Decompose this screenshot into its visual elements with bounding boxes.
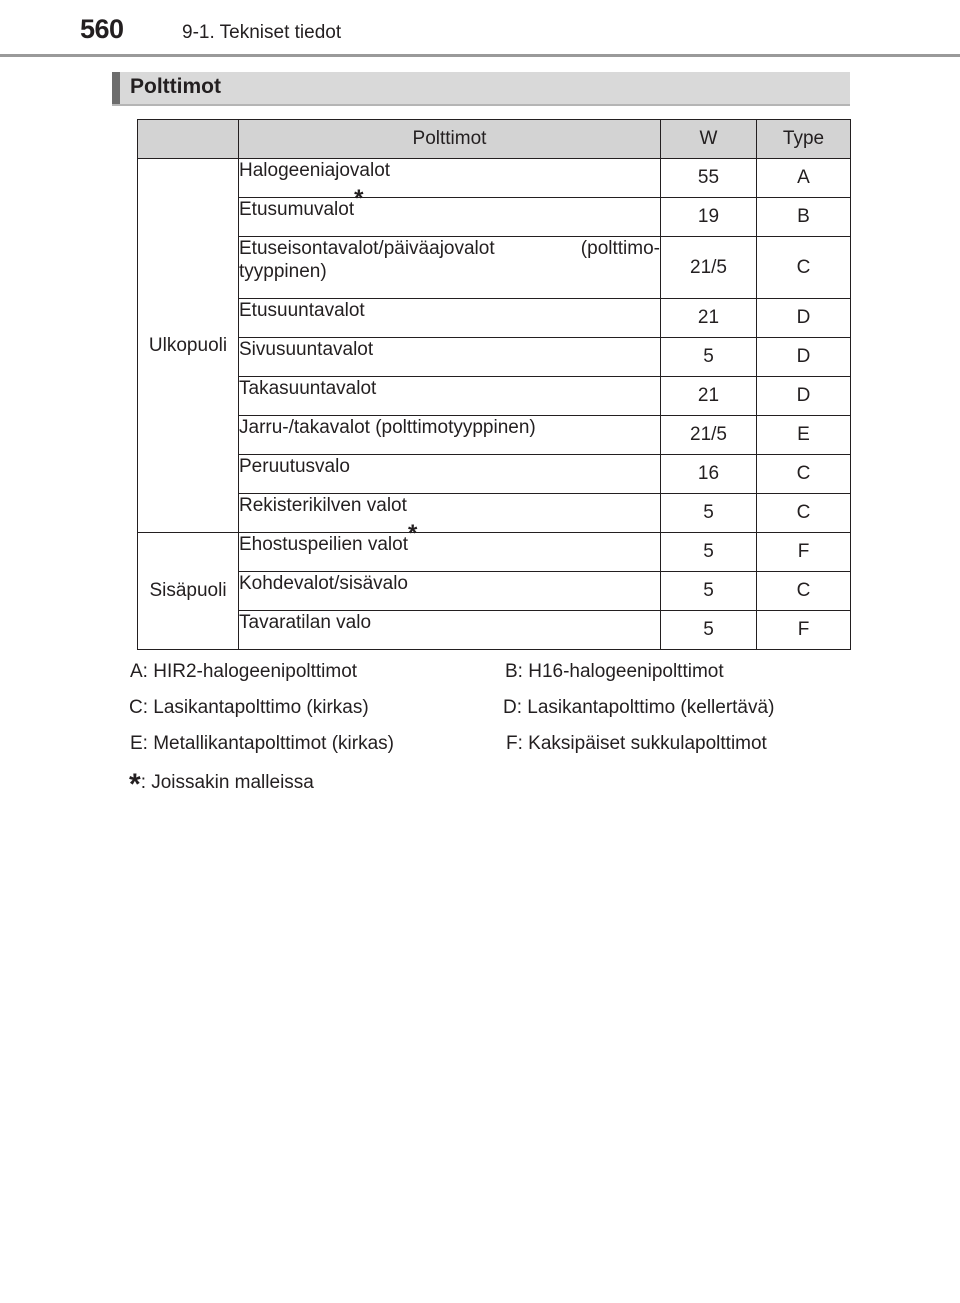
bulb-type: C bbox=[757, 237, 851, 299]
bulb-type: C bbox=[757, 494, 851, 533]
table-header-row bbox=[138, 120, 851, 159]
group-label-interior: Sisäpuoli bbox=[138, 533, 239, 650]
table-row bbox=[138, 159, 851, 198]
legend-b: B: H16-halogeenipolttimot bbox=[505, 661, 724, 682]
bulb-name-cell bbox=[239, 184, 661, 237]
legend-a: A: HIR2-halogeenipolttimot bbox=[130, 661, 358, 682]
table-header-corner bbox=[138, 120, 239, 159]
bulb-name-cell bbox=[239, 519, 661, 572]
bulb-watts: 21 bbox=[661, 377, 757, 416]
footnote-marker: * bbox=[129, 768, 141, 801]
bulb-watts: 21/5 bbox=[661, 237, 757, 299]
footnote-marker: * bbox=[408, 519, 418, 547]
bulb-watts: 5 bbox=[661, 611, 757, 650]
column-header-bulbs: Polttimot bbox=[239, 120, 661, 159]
group-label-exterior: Ulkopuoli bbox=[138, 159, 239, 533]
bulb-name: Tavaratilan valo bbox=[239, 611, 661, 650]
footnote-marker: * bbox=[354, 184, 364, 212]
footnote bbox=[129, 762, 314, 801]
bulb-type: F bbox=[757, 611, 851, 650]
table-row bbox=[138, 377, 851, 416]
bulb-name: Etusumuvalot bbox=[239, 199, 355, 220]
bulb-watts: 21/5 bbox=[661, 416, 757, 455]
bulb-type: A bbox=[757, 159, 851, 198]
bulb-watts: 16 bbox=[661, 455, 757, 494]
bulb-watts: 5 bbox=[661, 338, 757, 377]
legend-e: E: Metallikantapolttimot (kirkas) bbox=[130, 733, 394, 754]
bulb-table bbox=[137, 119, 851, 650]
bulb-type: B bbox=[757, 198, 851, 237]
footnote-text: : Joissakin malleissa bbox=[140, 772, 314, 793]
bulb-name: Kohdevalot/sisävalo bbox=[239, 572, 661, 611]
bulb-watts: 19 bbox=[661, 198, 757, 237]
bulb-name: Etuseisontavalot/päiväajovalot (polttimo-tyyppinen) bbox=[239, 237, 661, 299]
bulb-name: Rekisterikilven valot bbox=[239, 494, 661, 533]
bulb-name: Sivusuuntavalot bbox=[239, 338, 661, 377]
bulb-type: C bbox=[757, 572, 851, 611]
legend-c: C: Lasikantapolttimo (kirkas) bbox=[129, 697, 369, 718]
page-number: 560 bbox=[80, 14, 124, 44]
table-row bbox=[138, 416, 851, 455]
bulb-type: D bbox=[757, 299, 851, 338]
bulb-name: Takasuuntavalot bbox=[239, 377, 661, 416]
bulb-watts: 5 bbox=[661, 533, 757, 572]
page-header bbox=[0, 0, 960, 58]
bulb-name: Ehostuspeilien valot bbox=[239, 534, 408, 555]
table-row bbox=[138, 572, 851, 611]
header-rule bbox=[0, 54, 960, 57]
bulb-name: Halogeeniajovalot bbox=[239, 159, 661, 198]
bulb-type: F bbox=[757, 533, 851, 572]
bulb-name: Jarru-/takavalot (polttimotyyppinen) bbox=[239, 416, 661, 455]
legend-d: D: Lasikantapolttimo (kellertävä) bbox=[503, 697, 775, 718]
heading-bar bbox=[112, 72, 850, 106]
table-row bbox=[138, 533, 851, 572]
legend-f: F: Kaksipäiset sukkulapolttimot bbox=[506, 733, 767, 754]
table-row bbox=[138, 299, 851, 338]
bulb-watts: 55 bbox=[661, 159, 757, 198]
bulb-watts: 5 bbox=[661, 494, 757, 533]
heading-title: Polttimot bbox=[130, 75, 221, 98]
column-header-type: Type bbox=[757, 120, 851, 159]
bulb-type: D bbox=[757, 338, 851, 377]
bulb-watts: 5 bbox=[661, 572, 757, 611]
bulb-watts: 21 bbox=[661, 299, 757, 338]
table-row bbox=[138, 494, 851, 533]
bulb-name: Etusuuntavalot bbox=[239, 299, 661, 338]
column-header-watts: W bbox=[661, 120, 757, 159]
bulb-type: E bbox=[757, 416, 851, 455]
table-row bbox=[138, 611, 851, 650]
section-title: 9-1. Tekniset tiedot bbox=[182, 22, 342, 43]
table-row bbox=[138, 338, 851, 377]
bulb-type: D bbox=[757, 377, 851, 416]
table-row bbox=[138, 455, 851, 494]
bulb-name: Peruutusvalo bbox=[239, 455, 661, 494]
table-row bbox=[138, 198, 851, 237]
table-row bbox=[138, 237, 851, 299]
bulb-type: C bbox=[757, 455, 851, 494]
heading-accent bbox=[112, 72, 120, 104]
